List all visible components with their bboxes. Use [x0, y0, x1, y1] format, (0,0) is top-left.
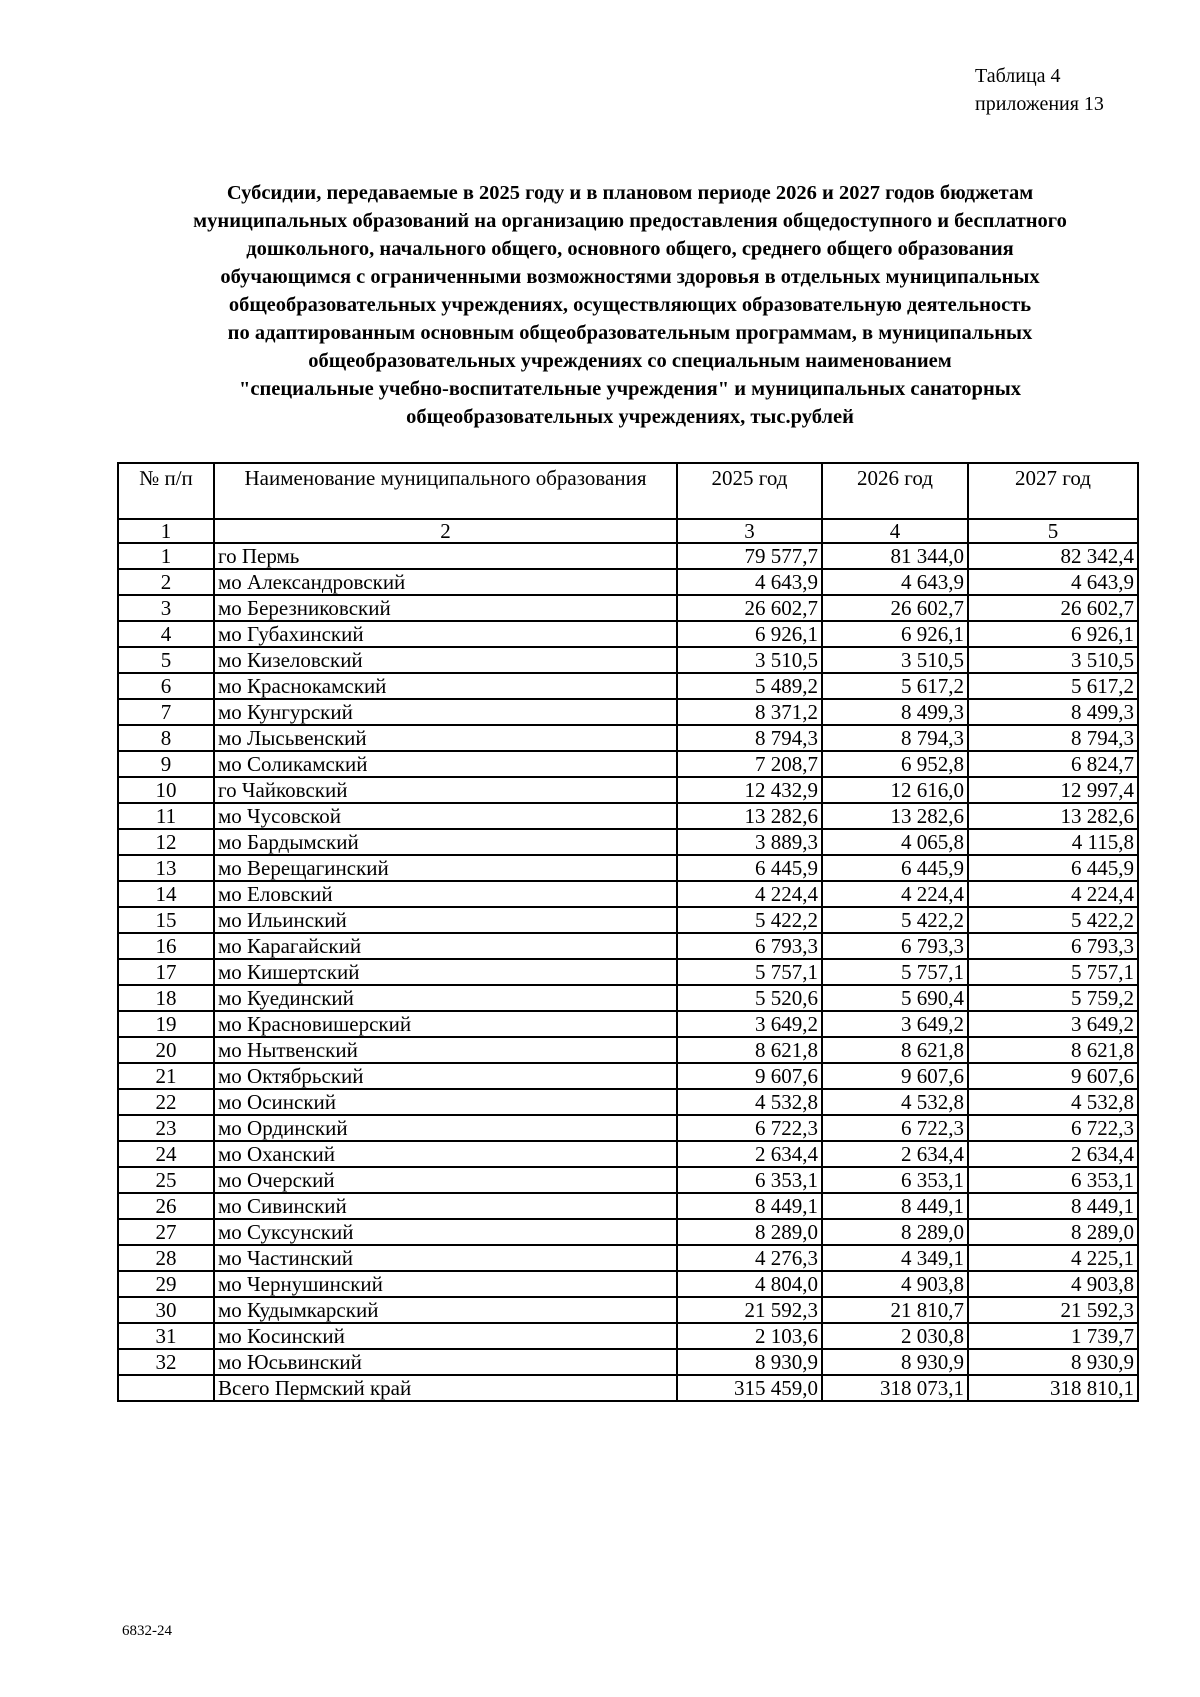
- value-2025: 5 489,2: [677, 673, 822, 699]
- value-2027: 6 926,1: [968, 621, 1138, 647]
- value-2025: 8 371,2: [677, 699, 822, 725]
- column-number: 3: [677, 519, 822, 543]
- municipality-name: го Чайковский: [214, 777, 677, 803]
- value-2026: 9 607,6: [822, 1063, 968, 1089]
- value-2025: 8 449,1: [677, 1193, 822, 1219]
- value-2027: 4 224,4: [968, 881, 1138, 907]
- municipality-name: мо Частинский: [214, 1245, 677, 1271]
- municipality-name: мо Ильинский: [214, 907, 677, 933]
- value-2025: 12 432,9: [677, 777, 822, 803]
- value-2027: 5 759,2: [968, 985, 1138, 1011]
- row-number: 27: [118, 1219, 214, 1245]
- table-row: [118, 1063, 1138, 1089]
- row-number: 1: [118, 543, 214, 569]
- subsidy-table: [117, 462, 1139, 1402]
- municipality-name: мо Чернушинский: [214, 1271, 677, 1297]
- table-row: [118, 1037, 1138, 1063]
- value-2026: 2 634,4: [822, 1141, 968, 1167]
- row-number: 15: [118, 907, 214, 933]
- value-2026: 21 810,7: [822, 1297, 968, 1323]
- appendix-number: приложения 13: [975, 93, 1104, 115]
- value-2026: 4 224,4: [822, 881, 968, 907]
- municipality-name: мо Юсьвинский: [214, 1349, 677, 1375]
- value-2025: 26 602,7: [677, 595, 822, 621]
- row-number: 6: [118, 673, 214, 699]
- table-number: Таблица 4: [975, 65, 1061, 87]
- row-number: 2: [118, 569, 214, 595]
- municipality-name: мо Бардымский: [214, 829, 677, 855]
- value-2025: 4 804,0: [677, 1271, 822, 1297]
- value-2026: 4 065,8: [822, 829, 968, 855]
- value-2027: 8 930,9: [968, 1349, 1138, 1375]
- table-row: [118, 569, 1138, 595]
- value-2025: 6 353,1: [677, 1167, 822, 1193]
- row-number: 4: [118, 621, 214, 647]
- value-2027: 1 739,7: [968, 1323, 1138, 1349]
- municipality-name: мо Березниковский: [214, 595, 677, 621]
- table-row: [118, 959, 1138, 985]
- column-number: 5: [968, 519, 1138, 543]
- title-line: дошкольного, начального общего, основного общего, среднего общего образования: [246, 238, 1014, 260]
- row-number: 29: [118, 1271, 214, 1297]
- value-2025: 6 793,3: [677, 933, 822, 959]
- value-2027: 8 289,0: [968, 1219, 1138, 1245]
- table-row: [118, 1089, 1138, 1115]
- municipality-name: мо Чусовской: [214, 803, 677, 829]
- row-number: 14: [118, 881, 214, 907]
- value-2025: 3 649,2: [677, 1011, 822, 1037]
- row-number: 22: [118, 1089, 214, 1115]
- table-row: [118, 1271, 1138, 1297]
- municipality-name: мо Осинский: [214, 1089, 677, 1115]
- value-2027: 9 607,6: [968, 1063, 1138, 1089]
- value-2027: 5 422,2: [968, 907, 1138, 933]
- municipality-name: мо Нытвенский: [214, 1037, 677, 1063]
- municipality-name: мо Александровский: [214, 569, 677, 595]
- row-number: 17: [118, 959, 214, 985]
- value-2026: 5 617,2: [822, 673, 968, 699]
- value-2025: 8 930,9: [677, 1349, 822, 1375]
- title-line: общеобразовательных учреждениях со специальным наименованием: [308, 350, 952, 372]
- value-2026: 8 794,3: [822, 725, 968, 751]
- value-2026: 8 621,8: [822, 1037, 968, 1063]
- row-number: 19: [118, 1011, 214, 1037]
- municipality-name: мо Ординский: [214, 1115, 677, 1141]
- value-2027: 8 794,3: [968, 725, 1138, 751]
- row-number: 3: [118, 595, 214, 621]
- value-2027: 12 997,4: [968, 777, 1138, 803]
- value-2026: 6 952,8: [822, 751, 968, 777]
- row-number: 7: [118, 699, 214, 725]
- value-2026: 8 499,3: [822, 699, 968, 725]
- table-reference: [975, 62, 1104, 118]
- value-2026: 4 349,1: [822, 1245, 968, 1271]
- header-row: [118, 463, 1138, 519]
- title-line: общеобразовательных учреждениях, тыс.рублей: [406, 406, 854, 428]
- header-cell-2025: 2025 год: [677, 463, 822, 519]
- value-2026: 12 616,0: [822, 777, 968, 803]
- value-2025: 4 224,4: [677, 881, 822, 907]
- table-row: [118, 907, 1138, 933]
- value-2026: 4 532,8: [822, 1089, 968, 1115]
- value-2027: 318 810,1: [968, 1375, 1138, 1401]
- column-number-row: [118, 519, 1138, 543]
- value-2027: 3 649,2: [968, 1011, 1138, 1037]
- municipality-name: Всего Пермский край: [214, 1375, 677, 1401]
- table-row: [118, 725, 1138, 751]
- value-2027: 6 445,9: [968, 855, 1138, 881]
- municipality-name: мо Сивинский: [214, 1193, 677, 1219]
- table-row: [118, 1115, 1138, 1141]
- value-2027: 5 757,1: [968, 959, 1138, 985]
- value-2027: 8 499,3: [968, 699, 1138, 725]
- value-2025: 8 794,3: [677, 725, 822, 751]
- value-2026: 8 289,0: [822, 1219, 968, 1245]
- municipality-name: мо Губахинский: [214, 621, 677, 647]
- row-number: 18: [118, 985, 214, 1011]
- column-number: 2: [214, 519, 677, 543]
- value-2025: 7 208,7: [677, 751, 822, 777]
- table-row: [118, 621, 1138, 647]
- value-2025: 2 103,6: [677, 1323, 822, 1349]
- municipality-name: мо Карагайский: [214, 933, 677, 959]
- value-2026: 26 602,7: [822, 595, 968, 621]
- municipality-name: мо Кунгурский: [214, 699, 677, 725]
- value-2026: 6 793,3: [822, 933, 968, 959]
- value-2025: 8 289,0: [677, 1219, 822, 1245]
- table-row: [118, 1011, 1138, 1037]
- title-line: по адаптированным основным общеобразовательным программам, в муниципальных: [227, 322, 1033, 344]
- row-number: 5: [118, 647, 214, 673]
- value-2027: 3 510,5: [968, 647, 1138, 673]
- value-2026: 6 353,1: [822, 1167, 968, 1193]
- value-2027: 8 621,8: [968, 1037, 1138, 1063]
- value-2025: 6 445,9: [677, 855, 822, 881]
- value-2025: 9 607,6: [677, 1063, 822, 1089]
- table-row: [118, 933, 1138, 959]
- row-number: 24: [118, 1141, 214, 1167]
- total-row: [118, 1375, 1138, 1401]
- value-2025: 13 282,6: [677, 803, 822, 829]
- value-2027: 6 353,1: [968, 1167, 1138, 1193]
- value-2026: 8 930,9: [822, 1349, 968, 1375]
- table-row: [118, 803, 1138, 829]
- header-cell-2026: 2026 год: [822, 463, 968, 519]
- table-row: [118, 881, 1138, 907]
- row-number: 28: [118, 1245, 214, 1271]
- value-2027: 6 722,3: [968, 1115, 1138, 1141]
- row-number: 21: [118, 1063, 214, 1089]
- value-2025: 79 577,7: [677, 543, 822, 569]
- value-2027: 6 793,3: [968, 933, 1138, 959]
- table-row: [118, 855, 1138, 881]
- row-number: 9: [118, 751, 214, 777]
- title-line: общеобразовательных учреждениях, осуществляющих образовательную деятельность: [228, 294, 1032, 316]
- value-2026: 5 757,1: [822, 959, 968, 985]
- value-2026: 5 690,4: [822, 985, 968, 1011]
- header-cell-number: № п/п: [118, 463, 214, 519]
- value-2027: 2 634,4: [968, 1141, 1138, 1167]
- municipality-name: мо Соликамский: [214, 751, 677, 777]
- table-row: [118, 829, 1138, 855]
- value-2026: 2 030,8: [822, 1323, 968, 1349]
- municipality-name: мо Верещагинский: [214, 855, 677, 881]
- column-number: 4: [822, 519, 968, 543]
- document-title: [120, 179, 1140, 431]
- table-body: [118, 543, 1138, 1401]
- value-2025: 5 757,1: [677, 959, 822, 985]
- table-row: [118, 699, 1138, 725]
- value-2027: 4 643,9: [968, 569, 1138, 595]
- row-number: 8: [118, 725, 214, 751]
- value-2026: 318 073,1: [822, 1375, 968, 1401]
- header-cell-name: Наименование муниципального образования: [214, 463, 677, 519]
- value-2025: 5 422,2: [677, 907, 822, 933]
- table-row: [118, 1167, 1138, 1193]
- row-number: 32: [118, 1349, 214, 1375]
- value-2025: 6 722,3: [677, 1115, 822, 1141]
- table-row: [118, 595, 1138, 621]
- value-2026: 5 422,2: [822, 907, 968, 933]
- municipality-name: мо Октябрьский: [214, 1063, 677, 1089]
- municipality-name: мо Кудымкарский: [214, 1297, 677, 1323]
- municipality-name: мо Краснокамский: [214, 673, 677, 699]
- municipality-name: мо Еловский: [214, 881, 677, 907]
- value-2027: 26 602,7: [968, 595, 1138, 621]
- table-row: [118, 1323, 1138, 1349]
- value-2026: 13 282,6: [822, 803, 968, 829]
- document-code: 6832-24: [122, 1623, 172, 1639]
- value-2025: 3 889,3: [677, 829, 822, 855]
- value-2027: 21 592,3: [968, 1297, 1138, 1323]
- value-2027: 4 903,8: [968, 1271, 1138, 1297]
- table-row: [118, 673, 1138, 699]
- title-line: "специальные учебно-воспитательные учреждения" и муниципальных санаторных: [238, 378, 1022, 400]
- table-row: [118, 1349, 1138, 1375]
- row-number: 20: [118, 1037, 214, 1063]
- row-number: 26: [118, 1193, 214, 1219]
- row-number: 11: [118, 803, 214, 829]
- value-2025: 315 459,0: [677, 1375, 822, 1401]
- row-number: 16: [118, 933, 214, 959]
- municipality-name: мо Оханский: [214, 1141, 677, 1167]
- value-2025: 5 520,6: [677, 985, 822, 1011]
- municipality-name: мо Косинский: [214, 1323, 677, 1349]
- row-number: 13: [118, 855, 214, 881]
- table-row: [118, 543, 1138, 569]
- municipality-name: мо Кишертский: [214, 959, 677, 985]
- value-2025: 2 634,4: [677, 1141, 822, 1167]
- header-cell-2027: 2027 год: [968, 463, 1138, 519]
- value-2026: 6 445,9: [822, 855, 968, 881]
- row-number: [118, 1375, 214, 1401]
- row-number: 25: [118, 1167, 214, 1193]
- municipality-name: мо Суксунский: [214, 1219, 677, 1245]
- value-2026: 4 903,8: [822, 1271, 968, 1297]
- value-2026: 3 510,5: [822, 647, 968, 673]
- value-2026: 6 722,3: [822, 1115, 968, 1141]
- table-row: [118, 1141, 1138, 1167]
- table-row: [118, 777, 1138, 803]
- value-2025: 6 926,1: [677, 621, 822, 647]
- municipality-name: мо Красновишерский: [214, 1011, 677, 1037]
- table-row: [118, 985, 1138, 1011]
- title-line: обучающимся с ограниченными возможностями здоровья в отдельных муниципальных: [220, 266, 1040, 288]
- value-2025: 8 621,8: [677, 1037, 822, 1063]
- value-2027: 13 282,6: [968, 803, 1138, 829]
- value-2027: 4 225,1: [968, 1245, 1138, 1271]
- value-2027: 82 342,4: [968, 543, 1138, 569]
- row-number: 23: [118, 1115, 214, 1141]
- value-2026: 81 344,0: [822, 543, 968, 569]
- table-row: [118, 1193, 1138, 1219]
- value-2025: 4 643,9: [677, 569, 822, 595]
- table-row: [118, 1297, 1138, 1323]
- municipality-name: мо Кизеловский: [214, 647, 677, 673]
- row-number: 31: [118, 1323, 214, 1349]
- value-2026: 8 449,1: [822, 1193, 968, 1219]
- municipality-name: мо Куединский: [214, 985, 677, 1011]
- value-2025: 4 532,8: [677, 1089, 822, 1115]
- row-number: 10: [118, 777, 214, 803]
- value-2026: 4 643,9: [822, 569, 968, 595]
- table-row: [118, 1245, 1138, 1271]
- value-2027: 4 115,8: [968, 829, 1138, 855]
- value-2026: 3 649,2: [822, 1011, 968, 1037]
- value-2026: 6 926,1: [822, 621, 968, 647]
- table-row: [118, 1219, 1138, 1245]
- value-2025: 3 510,5: [677, 647, 822, 673]
- value-2027: 4 532,8: [968, 1089, 1138, 1115]
- value-2025: 4 276,3: [677, 1245, 822, 1271]
- table-row: [118, 647, 1138, 673]
- municipality-name: мо Очерский: [214, 1167, 677, 1193]
- row-number: 12: [118, 829, 214, 855]
- title-line: муниципальных образований на организацию предоставления общедоступного и бесплатного: [193, 210, 1067, 232]
- municipality-name: го Пермь: [214, 543, 677, 569]
- row-number: 30: [118, 1297, 214, 1323]
- value-2025: 21 592,3: [677, 1297, 822, 1323]
- value-2027: 8 449,1: [968, 1193, 1138, 1219]
- title-line: Субсидии, передаваемые в 2025 году и в плановом периоде 2026 и 2027 годов бюджетам: [226, 182, 1034, 204]
- value-2027: 6 824,7: [968, 751, 1138, 777]
- municipality-name: мо Лысьвенский: [214, 725, 677, 751]
- value-2027: 5 617,2: [968, 673, 1138, 699]
- column-number: 1: [118, 519, 214, 543]
- table-row: [118, 751, 1138, 777]
